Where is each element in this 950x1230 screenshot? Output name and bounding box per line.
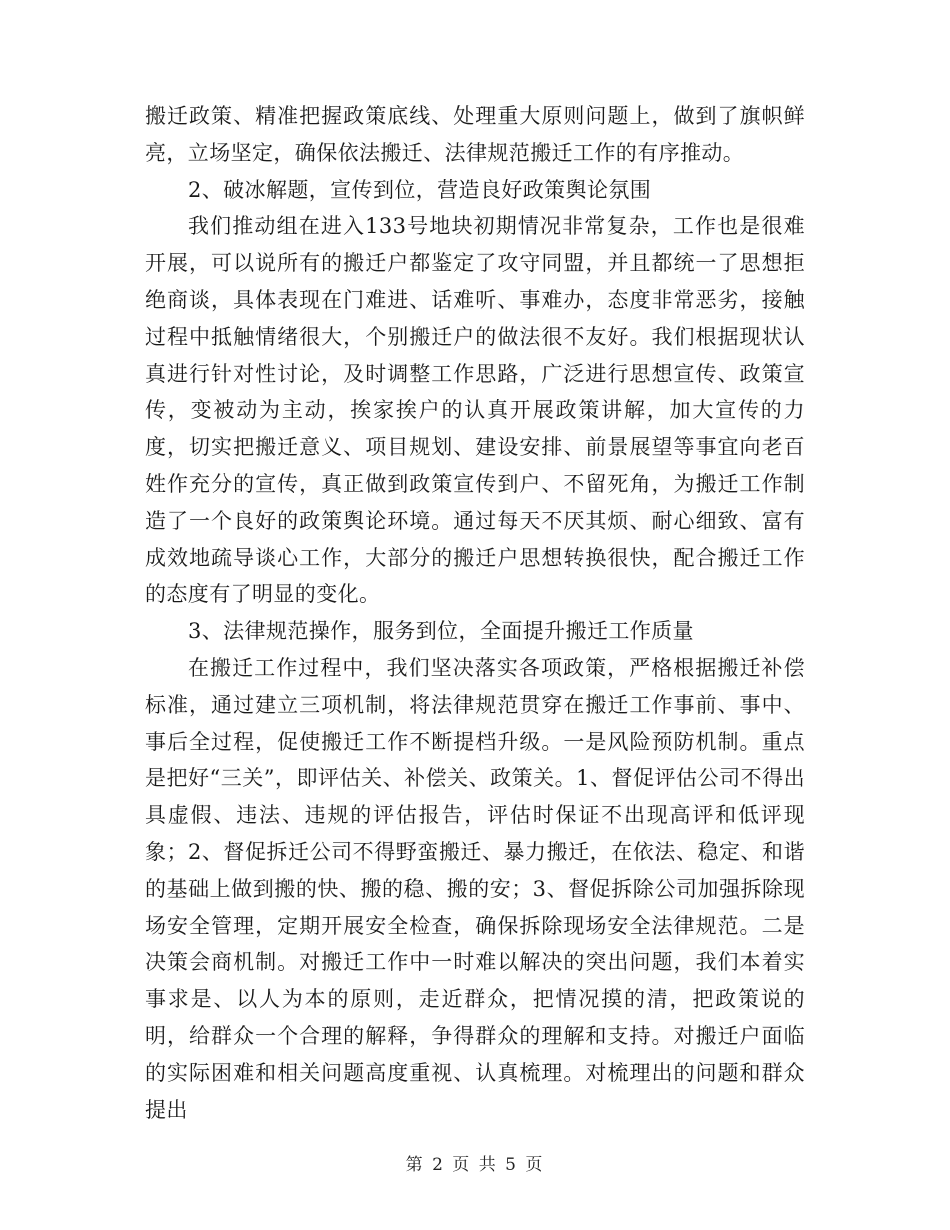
paragraph-legal-operation: 在搬迁工作过程中，我们坚决落实各项政策，严格根据搬迁补偿标准，通过建立三项机制，将法律规范贯穿在搬迁工作事前、事中、事后全过程，促使搬迁工作不断提档升级。一是风险预防机制。重点是把好“三关”，即评估关、补偿关、政策关。1、督促评估公司不得出具虚假、违法、违规的评估报告，评估时保证不出现高评和低评现象；2、督促拆迁公司不得野蛮搬迁、暴力搬迁，在依法、稳定、和谐的基础上做到搬的快、搬的稳、搬的安；3、督促拆除公司加强拆除现场安全管理，定期开展安全检查，确保拆除现场安全法律规范。二是决策会商机制。对搬迁工作中一时难以解决的突出问题，我们本着实事求是、以人为本的原则，走近群众，把情况摸的清，把政策说的明，给群众一个合理的解释，争得群众的理解和支持。对搬迁户面临的实际困难和相关问题高度重视、认真梳理。对梳理出的问题和群众提出 — [145, 655, 805, 1122]
paragraph-continuation: 搬迁政策、精准把握政策底线、处理重大原则问题上，做到了旗帜鲜亮，立场坚定，确保依法搬迁、法律规范搬迁工作的有序推动。 — [145, 104, 805, 165]
section-heading-2: 2、破冰解题，宣传到位，营造良好政策舆论氛围 — [188, 177, 652, 202]
section-heading-3: 3、法律规范操作，服务到位，全面提升搬迁工作质量 — [188, 619, 694, 644]
paragraph-publicity: 我们推动组在进入133号地块初期情况非常复杂，工作也是很难开展，可以说所有的搬迁户都鉴定了攻守同盟，并且都统一了思想拒绝商谈，具体表现在门难进、话难听、事难办，态度非常恶劣，接触过程中抵触情绪很大，个别搬迁户的做法很不友好。我们根据现状认真进行针对性讨论，及时调整工作思路，广泛进行思想宣传、政策宣传，变被动为主动，挨家挨户的认真开展政策讲解，加大宣传的力度，切实把搬迁意义、项目规划、建设安排、前景展望等事宜向老百姓作充分的宣传，真正做到政策宣传到户、不留死角，为搬迁工作制造了一个良好的政策舆论环境。通过每天不厌其烦、耐心细致、富有成效地疏导谈心工作，大部分的搬迁户思想转换很快，配合搬迁工作的态度有了明显的变化。 — [145, 214, 805, 607]
page-number-footer: 第 2 页 共 5 页 — [405, 1155, 545, 1175]
document-body — [145, 98, 805, 1128]
